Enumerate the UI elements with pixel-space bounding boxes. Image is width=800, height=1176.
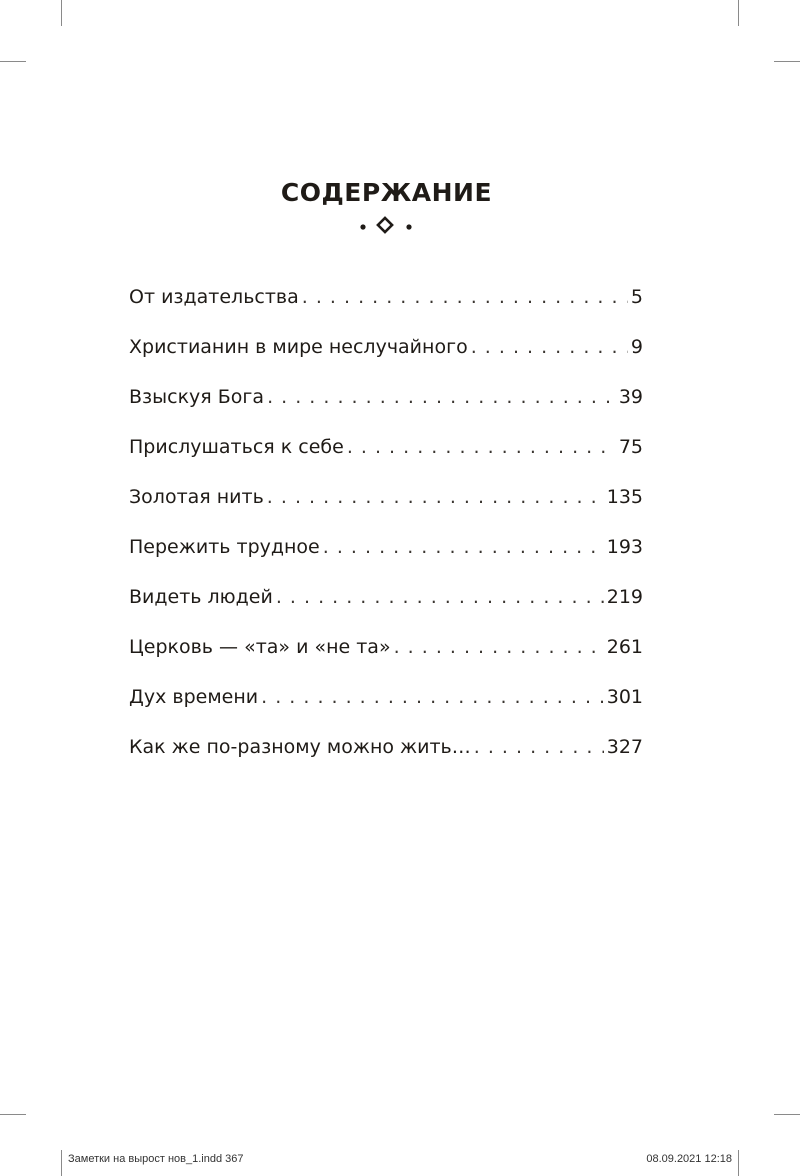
page-title: СОДЕРЖАНИЕ (280, 178, 493, 207)
crop-mark (61, 1150, 62, 1176)
crop-mark (738, 1150, 739, 1176)
footer-datetime: 08.09.2021 12:18 (646, 1153, 732, 1165)
toc-leader (474, 730, 604, 764)
toc-leader (323, 530, 604, 564)
ornament (0, 215, 773, 239)
toc-entry[interactable] (129, 380, 643, 430)
toc-entry-title: Видеть людей (129, 586, 273, 608)
toc-entry-title: Пережить трудное (129, 536, 320, 558)
toc-entry-title: Золотая нить (129, 486, 264, 508)
toc-entry-page: 5 (630, 286, 643, 308)
toc-entry-page: 193 (606, 536, 643, 558)
crop-mark (774, 1114, 800, 1115)
toc-entry-page: 9 (630, 336, 643, 358)
toc-entry[interactable] (129, 630, 643, 680)
toc-entry-page: 219 (606, 586, 643, 608)
toc-entry[interactable] (129, 530, 643, 580)
toc-entry[interactable] (129, 730, 643, 780)
toc-leader (276, 580, 604, 614)
crop-mark (774, 61, 800, 62)
toc-entry-page: 135 (606, 486, 643, 508)
footer-file-info: Заметки на вырост нов_1.indd 367 (68, 1153, 244, 1165)
toc-entry-page: 261 (606, 636, 643, 658)
toc-leader (347, 430, 616, 464)
toc-entry-page: 39 (618, 386, 643, 408)
table-of-contents (129, 280, 643, 780)
crop-mark (61, 0, 62, 26)
toc-entry-page: 75 (618, 436, 643, 458)
toc-entry-title: Взыскуя Бога (129, 386, 265, 408)
toc-leader (394, 630, 604, 664)
toc-entry-page: 301 (606, 686, 643, 708)
toc-entry-page: 327 (606, 736, 643, 758)
toc-leader (267, 480, 604, 514)
toc-entry-title: Дух времени (129, 686, 259, 708)
toc-entry-title: Христианин в мире неслучайного (129, 336, 468, 358)
crop-mark (0, 1114, 26, 1115)
toc-leader (302, 280, 628, 314)
toc-leader (261, 680, 604, 714)
diamond-ornament-icon (357, 215, 417, 239)
toc-entry-title: Как же по-разному можно жить… (129, 736, 471, 758)
toc-leader (267, 380, 616, 414)
crop-mark (738, 0, 739, 26)
toc-entry[interactable] (129, 580, 643, 630)
toc-entry-title: Прислушаться к себе (129, 436, 344, 458)
toc-entry[interactable] (129, 280, 643, 330)
toc-entry[interactable] (129, 480, 643, 530)
toc-entry[interactable] (129, 430, 643, 480)
toc-entry-title: Церковь — «та» и «не та» (129, 636, 391, 658)
toc-leader (471, 330, 628, 364)
toc-entry[interactable] (129, 330, 643, 380)
toc-entry-title: От издательства (129, 286, 299, 308)
toc-entry[interactable] (129, 680, 643, 730)
crop-mark (0, 61, 26, 62)
